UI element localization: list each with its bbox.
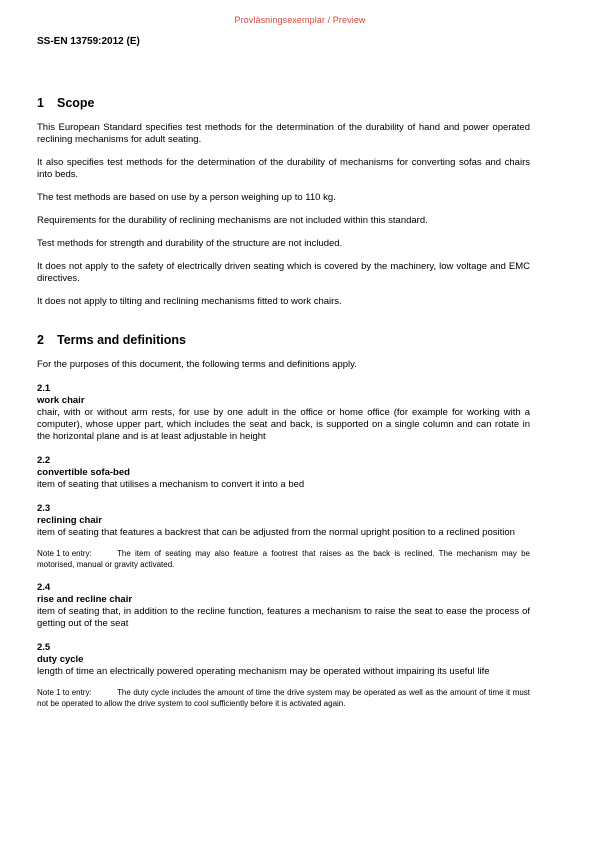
- term-entry: [37, 582, 530, 630]
- term-entry: [37, 642, 530, 709]
- term-name: duty cycle: [37, 654, 84, 665]
- term-entry: [37, 503, 530, 570]
- term-name: work chair: [37, 395, 85, 406]
- scope-paragraph: The test methods are based on use by a person weighing up to 110 kg.: [37, 192, 336, 203]
- terms-intro: For the purposes of this document, the following terms and definitions apply.: [37, 359, 357, 370]
- section-title: Scope: [57, 96, 95, 110]
- section-heading-scope: [37, 96, 530, 110]
- section-heading-terms: [37, 333, 530, 347]
- note-label: Note 1 to entry:: [37, 688, 92, 697]
- scope-paragraph: It does not apply to tilting and reclining mechanisms fitted to work chairs.: [37, 296, 342, 307]
- term-number: 2.4: [37, 582, 51, 593]
- note-text: The duty cycle includes the amount of time the drive system may be operated as well as the amount of time it must not be operated to allow the drive system to cool sufficiently before it is activated again.: [37, 688, 530, 708]
- term-number: 2.5: [37, 642, 51, 653]
- scope-paragraph: It also specifies test methods for the determination of the durability of mechanisms for converting sofas and chairs into beds.: [37, 157, 530, 180]
- note-label: Note 1 to entry:: [37, 549, 92, 558]
- term-note: [37, 548, 530, 570]
- scope-paragraph: This European Standard specifies test methods for the determination of the durability of hand and power operated reclining mechanisms for adult seating.: [37, 122, 530, 145]
- scope-paragraph: Requirements for the durability of reclining mechanisms are not included within this standard.: [37, 215, 428, 226]
- term-number: 2.2: [37, 455, 51, 466]
- term-name: reclining chair: [37, 515, 102, 526]
- term-definition: chair, with or without arm rests, for use by one adult in the office or home office (for example for working with a computer), whose upper part, which includes the seat and back, is supported on a single column and can rotate in the horizontal plane and is at least adjustable in height: [37, 407, 530, 442]
- document-identifier: SS-EN 13759:2012 (E): [37, 36, 140, 47]
- term-entry: [37, 455, 530, 491]
- section-number: 2: [37, 333, 44, 347]
- term-definition: length of time an electrically powered operating mechanism may be operated without impairing its useful life: [37, 666, 490, 677]
- term-definition: item of seating that utilises a mechanism to convert it into a bed: [37, 479, 305, 490]
- preview-watermark: Provläsningsexemplar / Preview: [234, 15, 366, 25]
- term-name: convertible sofa-bed: [37, 467, 130, 478]
- section-title: Terms and definitions: [57, 333, 186, 347]
- section-number: 1: [37, 96, 44, 110]
- term-definition: item of seating that, in addition to the recline function, features a mechanism to raise the seat to ease the process of getting out of the seat: [37, 606, 530, 629]
- term-note: [37, 687, 530, 709]
- term-name: rise and recline chair: [37, 594, 133, 605]
- term-number: 2.3: [37, 503, 51, 514]
- scope-paragraph: Test methods for strength and durability of the structure are not included.: [37, 238, 343, 249]
- note-text: The item of seating may also feature a footrest that raises as the back is reclined. The mechanism may be motorised, manual or gravity activated.: [37, 549, 530, 569]
- term-entry: [37, 383, 530, 443]
- term-definition: item of seating that features a backrest that can be adjusted from the normal upright position to a reclined position: [37, 527, 515, 538]
- term-number: 2.1: [37, 383, 51, 394]
- document-body: [37, 96, 530, 709]
- scope-paragraph: It does not apply to the safety of electrically driven seating which is covered by the machinery, low voltage and EMC directives.: [37, 261, 530, 284]
